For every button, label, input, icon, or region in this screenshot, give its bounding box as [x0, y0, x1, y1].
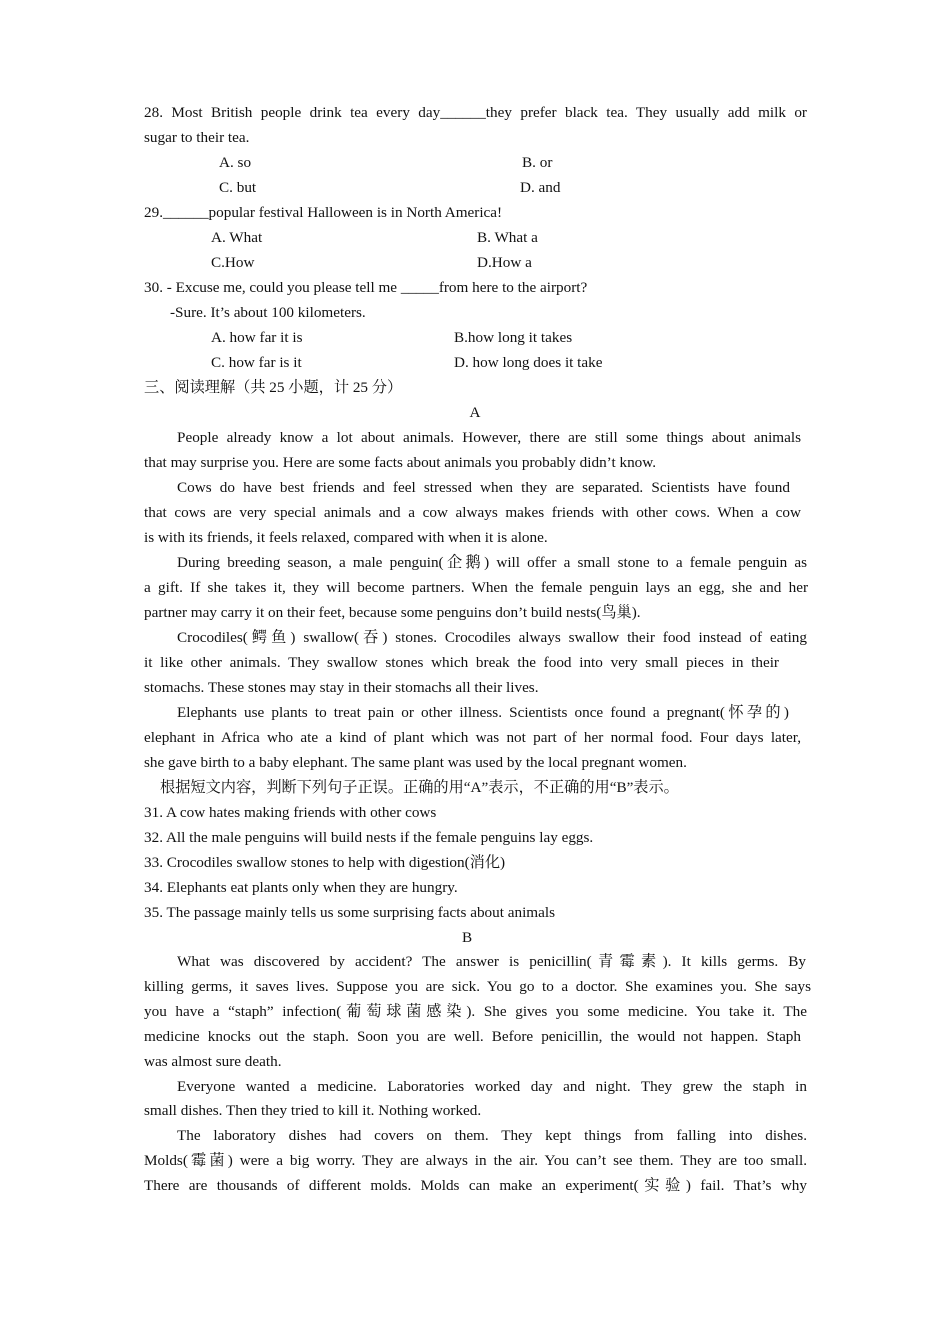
passage-b-line: The laboratory dishes had covers on them. They kept things from falling into dishes. — [177, 1127, 807, 1144]
passage-b-line: What was discovered by accident? The answer is penicillin(青霉素). It kills germs. By — [177, 953, 806, 970]
q29-option-d: D.How a — [477, 254, 532, 271]
passage-a-line: During breeding season, a male penguin(企鹅) will offer a small stone to a female penguin as — [177, 554, 807, 571]
passage-b-line: There are thousands of different molds. Molds can make an experiment(实验) fail. That’s why — [144, 1177, 807, 1194]
q28-option-c: C. but — [219, 179, 257, 196]
q30-option-d: D. how long does it take — [454, 354, 603, 371]
passage-a-line: that may surprise you. Here are some facts about animals you probably didn’t know. — [144, 454, 657, 471]
passage-a-line: People already know a lot about animals. However, there are still some things about animals — [177, 429, 801, 446]
passage-b-line: medicine knocks out the staph. Soon you are well. Before penicillin, the would not happen. Staph — [144, 1028, 801, 1045]
question-33: 33. Crocodiles swallow stones to help with digestion(消化) — [144, 854, 506, 871]
passage-a-instruction: 根据短文内容，判断下列句子正误。正确的用“A”表示，不正确的用“B”表示。 — [160, 779, 679, 796]
passage-a-label: A — [469, 404, 481, 421]
passage-b-line: you have a “staph” infection(葡萄球菌感染). She gives you some medicine. You take it. The — [144, 1003, 807, 1020]
passage-b-label: B — [462, 929, 473, 946]
passage-a-line: is with its friends, it feels relaxed, compared with when it is alone. — [144, 529, 548, 546]
section-heading: 三、阅读理解（共 25 小题，计 25 分） — [144, 379, 403, 396]
q29-option-a: A. What — [211, 229, 263, 246]
q28-stem-line2: sugar to their tea. — [144, 129, 250, 146]
q29-option-c: C.How — [211, 254, 255, 271]
q30-option-b: B.how long it takes — [454, 329, 573, 346]
passage-a-line: a gift. If she takes it, they will become partners. When the female penguin lays an egg, she and her — [144, 579, 808, 596]
passage-a-line: Elephants use plants to treat pain or other illness. Scientists once found a pregnant(怀孕的) — [177, 704, 789, 721]
passage-a-line: Cows do have best friends and feel stressed when they are separated. Scientists have found — [177, 479, 790, 496]
passage-a-line: that cows are very special animals and a cow always makes friends with other cows. When a cow — [144, 504, 801, 521]
question-31: 31. A cow hates making friends with other cows — [144, 804, 437, 821]
question-32: 32. All the male penguins will build nests if the female penguins lay eggs. — [144, 829, 594, 846]
q28-option-b: B. or — [522, 154, 553, 171]
question-35: 35. The passage mainly tells us some surprising facts about animals — [144, 904, 555, 921]
passage-a-line: elephant in Africa who ate a kind of plant which was not part of her normal food. Four days later, — [144, 729, 801, 746]
passage-a-line: it like other animals. They swallow stones which break the food into very small pieces in their — [144, 654, 779, 671]
passage-b-line: small dishes. Then they tried to kill it. Nothing worked. — [144, 1102, 482, 1119]
passage-b-line: Molds(霉菌) were a big worry. They are always in the air. You can’t see them. They are too small. — [144, 1152, 807, 1169]
passage-a-line: partner may carry it on their feet, because some penguins don’t build nests(鸟巢). — [144, 604, 641, 621]
q28-option-d: D. and — [520, 179, 561, 196]
q30-stem-line1: 30. - Excuse me, could you please tell me _____from here to the airport? — [144, 279, 588, 296]
passage-b-line: was almost sure death. — [144, 1053, 282, 1070]
q28-option-a: A. so — [219, 154, 252, 171]
passage-a-line: stomachs. These stones may stay in their stomachs all their lives. — [144, 679, 539, 696]
question-34: 34. Elephants eat plants only when they are hungry. — [144, 879, 458, 896]
q28-stem-line1: 28. Most British people drink tea every day______they prefer black tea. They usually add milk or — [144, 104, 807, 121]
q30-option-c: C. how far is it — [211, 354, 302, 371]
passage-a-line: Crocodiles(鳄鱼) swallow(吞) stones. Crocodiles always swallow their food instead of eating — [177, 629, 807, 646]
q29-option-b: B. What a — [477, 229, 538, 246]
q30-option-a: A. how far it is — [211, 329, 303, 346]
q29-stem: 29.______popular festival Halloween is in North America! — [144, 204, 503, 221]
q30-stem-line2: -Sure. It’s about 100 kilometers. — [170, 304, 366, 321]
passage-b-line: Everyone wanted a medicine. Laboratories worked day and night. They grew the staph in — [177, 1078, 807, 1095]
passage-a-line: she gave birth to a baby elephant. The same plant was used by the local pregnant women. — [144, 754, 687, 771]
passage-b-line: killing germs, it saves lives. Suppose you are sick. You go to a doctor. She examines you. She says — [144, 978, 811, 995]
